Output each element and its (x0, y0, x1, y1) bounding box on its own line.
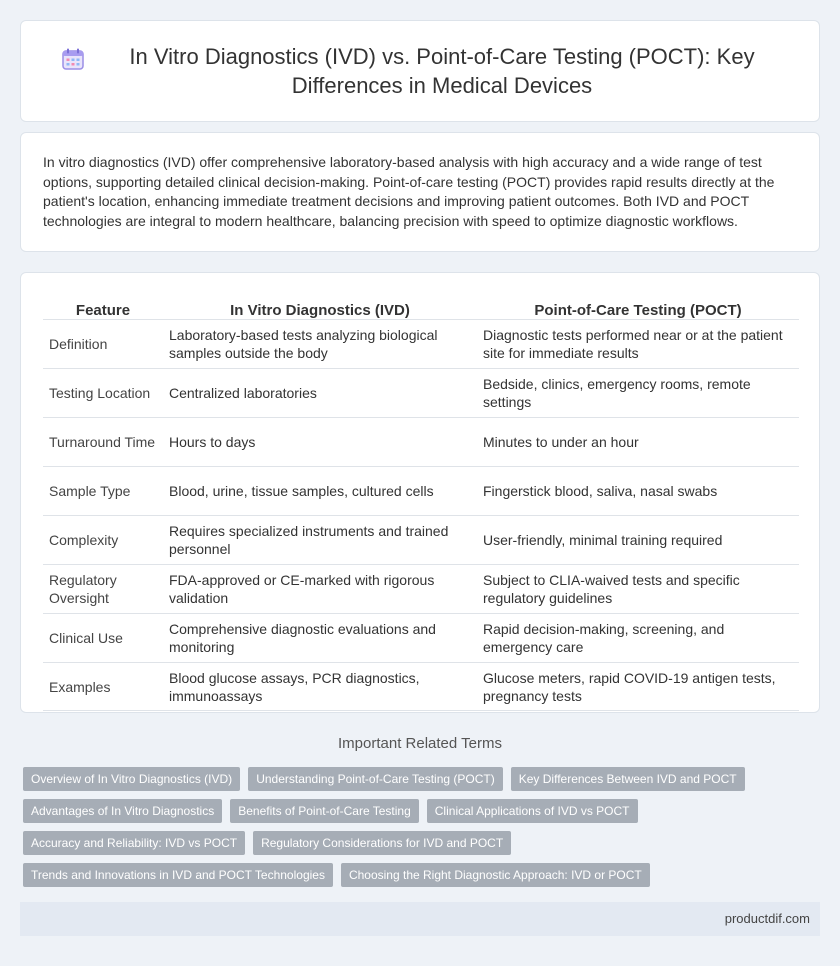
table-row (43, 417, 799, 466)
ivd-cell: Centralized laboratories (163, 368, 477, 417)
poct-cell: User-friendly, minimal training required (477, 515, 799, 564)
table-row (43, 368, 799, 417)
related-term-tag[interactable]: Clinical Applications of IVD vs POCT (427, 799, 638, 823)
related-term-tag[interactable]: Accuracy and Reliability: IVD vs POCT (23, 831, 245, 855)
related-term-tag[interactable]: Regulatory Considerations for IVD and POCT (253, 831, 511, 855)
intro-card (20, 132, 820, 252)
ivd-cell: Comprehensive diagnostic evaluations and monitoring (163, 613, 477, 662)
title-wrap (61, 42, 779, 100)
poct-cell: Glucose meters, rapid COVID-19 antigen tests, pregnancy tests (477, 662, 799, 711)
related-term-tag[interactable]: Overview of In Vitro Diagnostics (IVD) (23, 767, 240, 791)
poct-cell: Diagnostic tests performed near or at the patient site for immediate results (477, 319, 799, 368)
feature-cell: Regulatory Oversight (43, 564, 163, 613)
related-term-tag[interactable]: Key Differences Between IVD and POCT (511, 767, 745, 791)
comparison-card (20, 272, 820, 713)
page-title: In Vitro Diagnostics (IVD) vs. Point-of-Care Testing (POCT): Key Differences in Medical Devices (129, 44, 755, 98)
ivd-cell: Requires specialized instruments and trained personnel (163, 515, 477, 564)
table-row (43, 613, 799, 662)
footer-site-link[interactable]: productdif.com (724, 911, 810, 926)
header-feature: Feature (75, 302, 131, 319)
table-row (43, 662, 799, 711)
table-header-row (43, 295, 799, 319)
feature-cell: Definition (43, 319, 163, 368)
poct-cell: Minutes to under an hour (477, 417, 799, 466)
feature-cell: Clinical Use (43, 613, 163, 662)
table-row (43, 319, 799, 368)
table-row (43, 466, 799, 515)
ivd-cell: Hours to days (163, 417, 477, 466)
related-term-tag[interactable]: Understanding Point-of-Care Testing (POCT) (248, 767, 503, 791)
ivd-cell: FDA-approved or CE-marked with rigorous validation (163, 564, 477, 613)
table-row (43, 564, 799, 613)
feature-cell: Testing Location (43, 368, 163, 417)
title-card (20, 20, 820, 122)
header-ivd: In Vitro Diagnostics (IVD) (230, 302, 410, 319)
calendar-icon (61, 47, 85, 71)
intro-paragraph: In vitro diagnostics (IVD) offer comprehensive laboratory-based analysis with high accuracy and a wide range of test options, supporting detailed clinical decision-making. Point-of-care testing (POCT) provides rapid results directly at the patient's location, enhancing immediate treatment decisions and improving patient outcomes. Both IVD and POCT technologies are integral to modern healthcare, balancing precision with speed to optimize diagnostic workflows. (43, 154, 775, 229)
footer (20, 902, 820, 936)
ivd-cell: Blood glucose assays, PCR diagnostics, immunoassays (163, 662, 477, 711)
poct-cell: Subject to CLIA-waived tests and specific regulatory guidelines (477, 564, 799, 613)
related-term-tag[interactable]: Benefits of Point-of-Care Testing (230, 799, 419, 823)
feature-cell: Examples (43, 662, 163, 711)
comparison-table (43, 295, 799, 711)
related-term-tag[interactable]: Trends and Innovations in IVD and POCT Technologies (23, 863, 333, 887)
header-poct: Point-of-Care Testing (POCT) (534, 302, 742, 319)
poct-cell: Fingerstick blood, saliva, nasal swabs (477, 466, 799, 515)
ivd-cell: Laboratory-based tests analyzing biological samples outside the body (163, 319, 477, 368)
feature-cell: Sample Type (43, 466, 163, 515)
ivd-cell: Blood, urine, tissue samples, cultured cells (163, 466, 477, 515)
related-term-tag[interactable]: Advantages of In Vitro Diagnostics (23, 799, 222, 823)
feature-cell: Turnaround Time (43, 417, 163, 466)
related-terms-list (23, 767, 823, 895)
feature-cell: Complexity (43, 515, 163, 564)
poct-cell: Rapid decision-making, screening, and emergency care (477, 613, 799, 662)
table-row (43, 515, 799, 564)
poct-cell: Bedside, clinics, emergency rooms, remote settings (477, 368, 799, 417)
related-terms-heading: Important Related Terms (338, 735, 502, 752)
related-term-tag[interactable]: Choosing the Right Diagnostic Approach: IVD or POCT (341, 863, 650, 887)
